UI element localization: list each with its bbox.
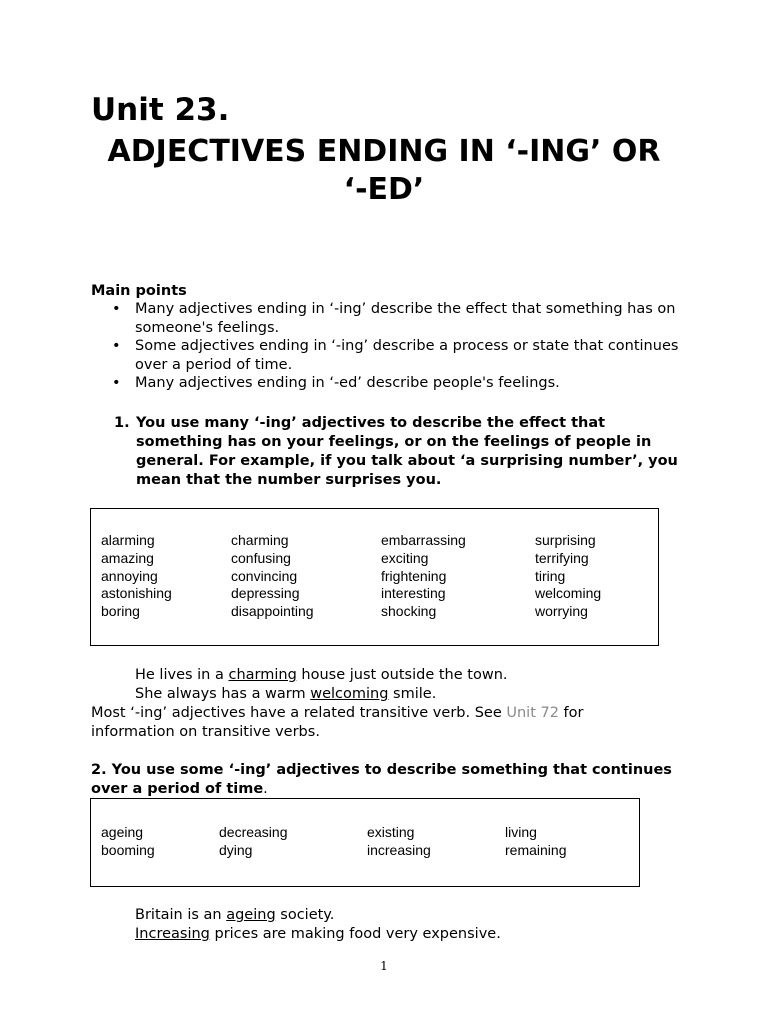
main-point-item: • Many adjectives ending in ‘-ing’ describe the effect that something has on someone's feelings. [112,300,682,337]
word: charming [231,532,289,548]
example-keyword: welcoming [310,686,389,702]
word: decreasing [219,824,288,840]
word: annoying [101,567,158,584]
example-text: house just outside the town. [296,667,508,683]
unit-title: Unit 23. [91,92,230,128]
section-2-text: 2. You use some ‘-ing’ adjectives to describe something that continues over a period of time [91,762,672,797]
word: frightening [381,567,447,584]
page-title-line-1: ADJECTIVES ENDING IN ‘-ING’ OR [107,134,661,169]
page-number: 1 [380,959,388,973]
word: convincing [231,567,298,584]
section-1-text: You use many ‘-ing’ adjectives to describe the effect that something has on your feelings, or on the feelings of people in general. For example, if you talk about ‘a surprising number’, you mean that the number surprises you. [136,415,678,488]
word: alarming [101,532,155,548]
word: ageing [101,824,144,840]
word-column [381,532,466,621]
main-points-heading: Main points [91,283,187,299]
word: remaining [505,841,567,858]
unit-72-link[interactable]: Unit 72 [506,705,559,721]
word: terrifying [535,549,589,566]
example-keyword: ageing [226,907,276,923]
word: tiring [535,567,566,584]
example-sentence [135,906,334,925]
example-keyword: charming [228,667,297,683]
word: exciting [381,549,429,566]
example-text: He lives in a [135,667,229,683]
word-column [219,824,288,860]
word: booming [101,841,155,858]
word: amazing [101,549,154,566]
section-2-heading [91,761,691,799]
word-box-2 [90,798,640,887]
word-column [231,532,314,621]
word-box-1 [90,508,659,646]
word: welcoming [535,585,602,602]
word: depressing [231,585,300,602]
main-point-item: • Many adjectives ending in ‘-ed’ describe people's feelings. [112,374,682,393]
main-point-item: • Some adjectives ending in ‘-ing’ describe a process or state that continues over a period of time. [112,337,682,374]
example-text: Britain is an [135,907,227,923]
page-title-line-2: ‘-ED’ [343,172,425,207]
word-column [101,532,172,621]
note-text: for information on transitive verbs. [91,705,584,740]
word: embarrassing [381,532,466,548]
word: shocking [381,603,437,620]
example-sentence [135,666,508,685]
example-sentence [135,925,501,944]
word: disappointing [231,603,314,620]
word-column [505,824,566,860]
example-keyword: Increasing [135,926,210,942]
section-1-number: 1. [114,415,130,431]
page-title [0,133,768,209]
example-text: smile. [388,686,437,702]
word: dying [219,841,253,858]
word: living [505,824,537,840]
word-column [101,824,155,860]
word: interesting [381,585,446,602]
example-sentence [135,685,436,704]
word: increasing [367,841,431,858]
main-points-list [112,300,682,393]
word-column [535,532,601,621]
word: confusing [231,549,291,566]
word: existing [367,824,415,840]
transitive-note [91,704,631,741]
example-text: She always has a warm [135,686,311,702]
note-text: Most ‘-ing’ adjectives have a related transitive verb. See [91,705,507,721]
word: astonishing [101,585,172,602]
example-text: society. [275,907,335,923]
section-2-period: . [263,781,268,797]
word: worrying [535,603,588,620]
example-text: prices are making food very expensive. [209,926,501,942]
word: surprising [535,532,596,548]
word-column [367,824,431,860]
word: boring [101,603,140,620]
section-1-heading [114,414,684,490]
